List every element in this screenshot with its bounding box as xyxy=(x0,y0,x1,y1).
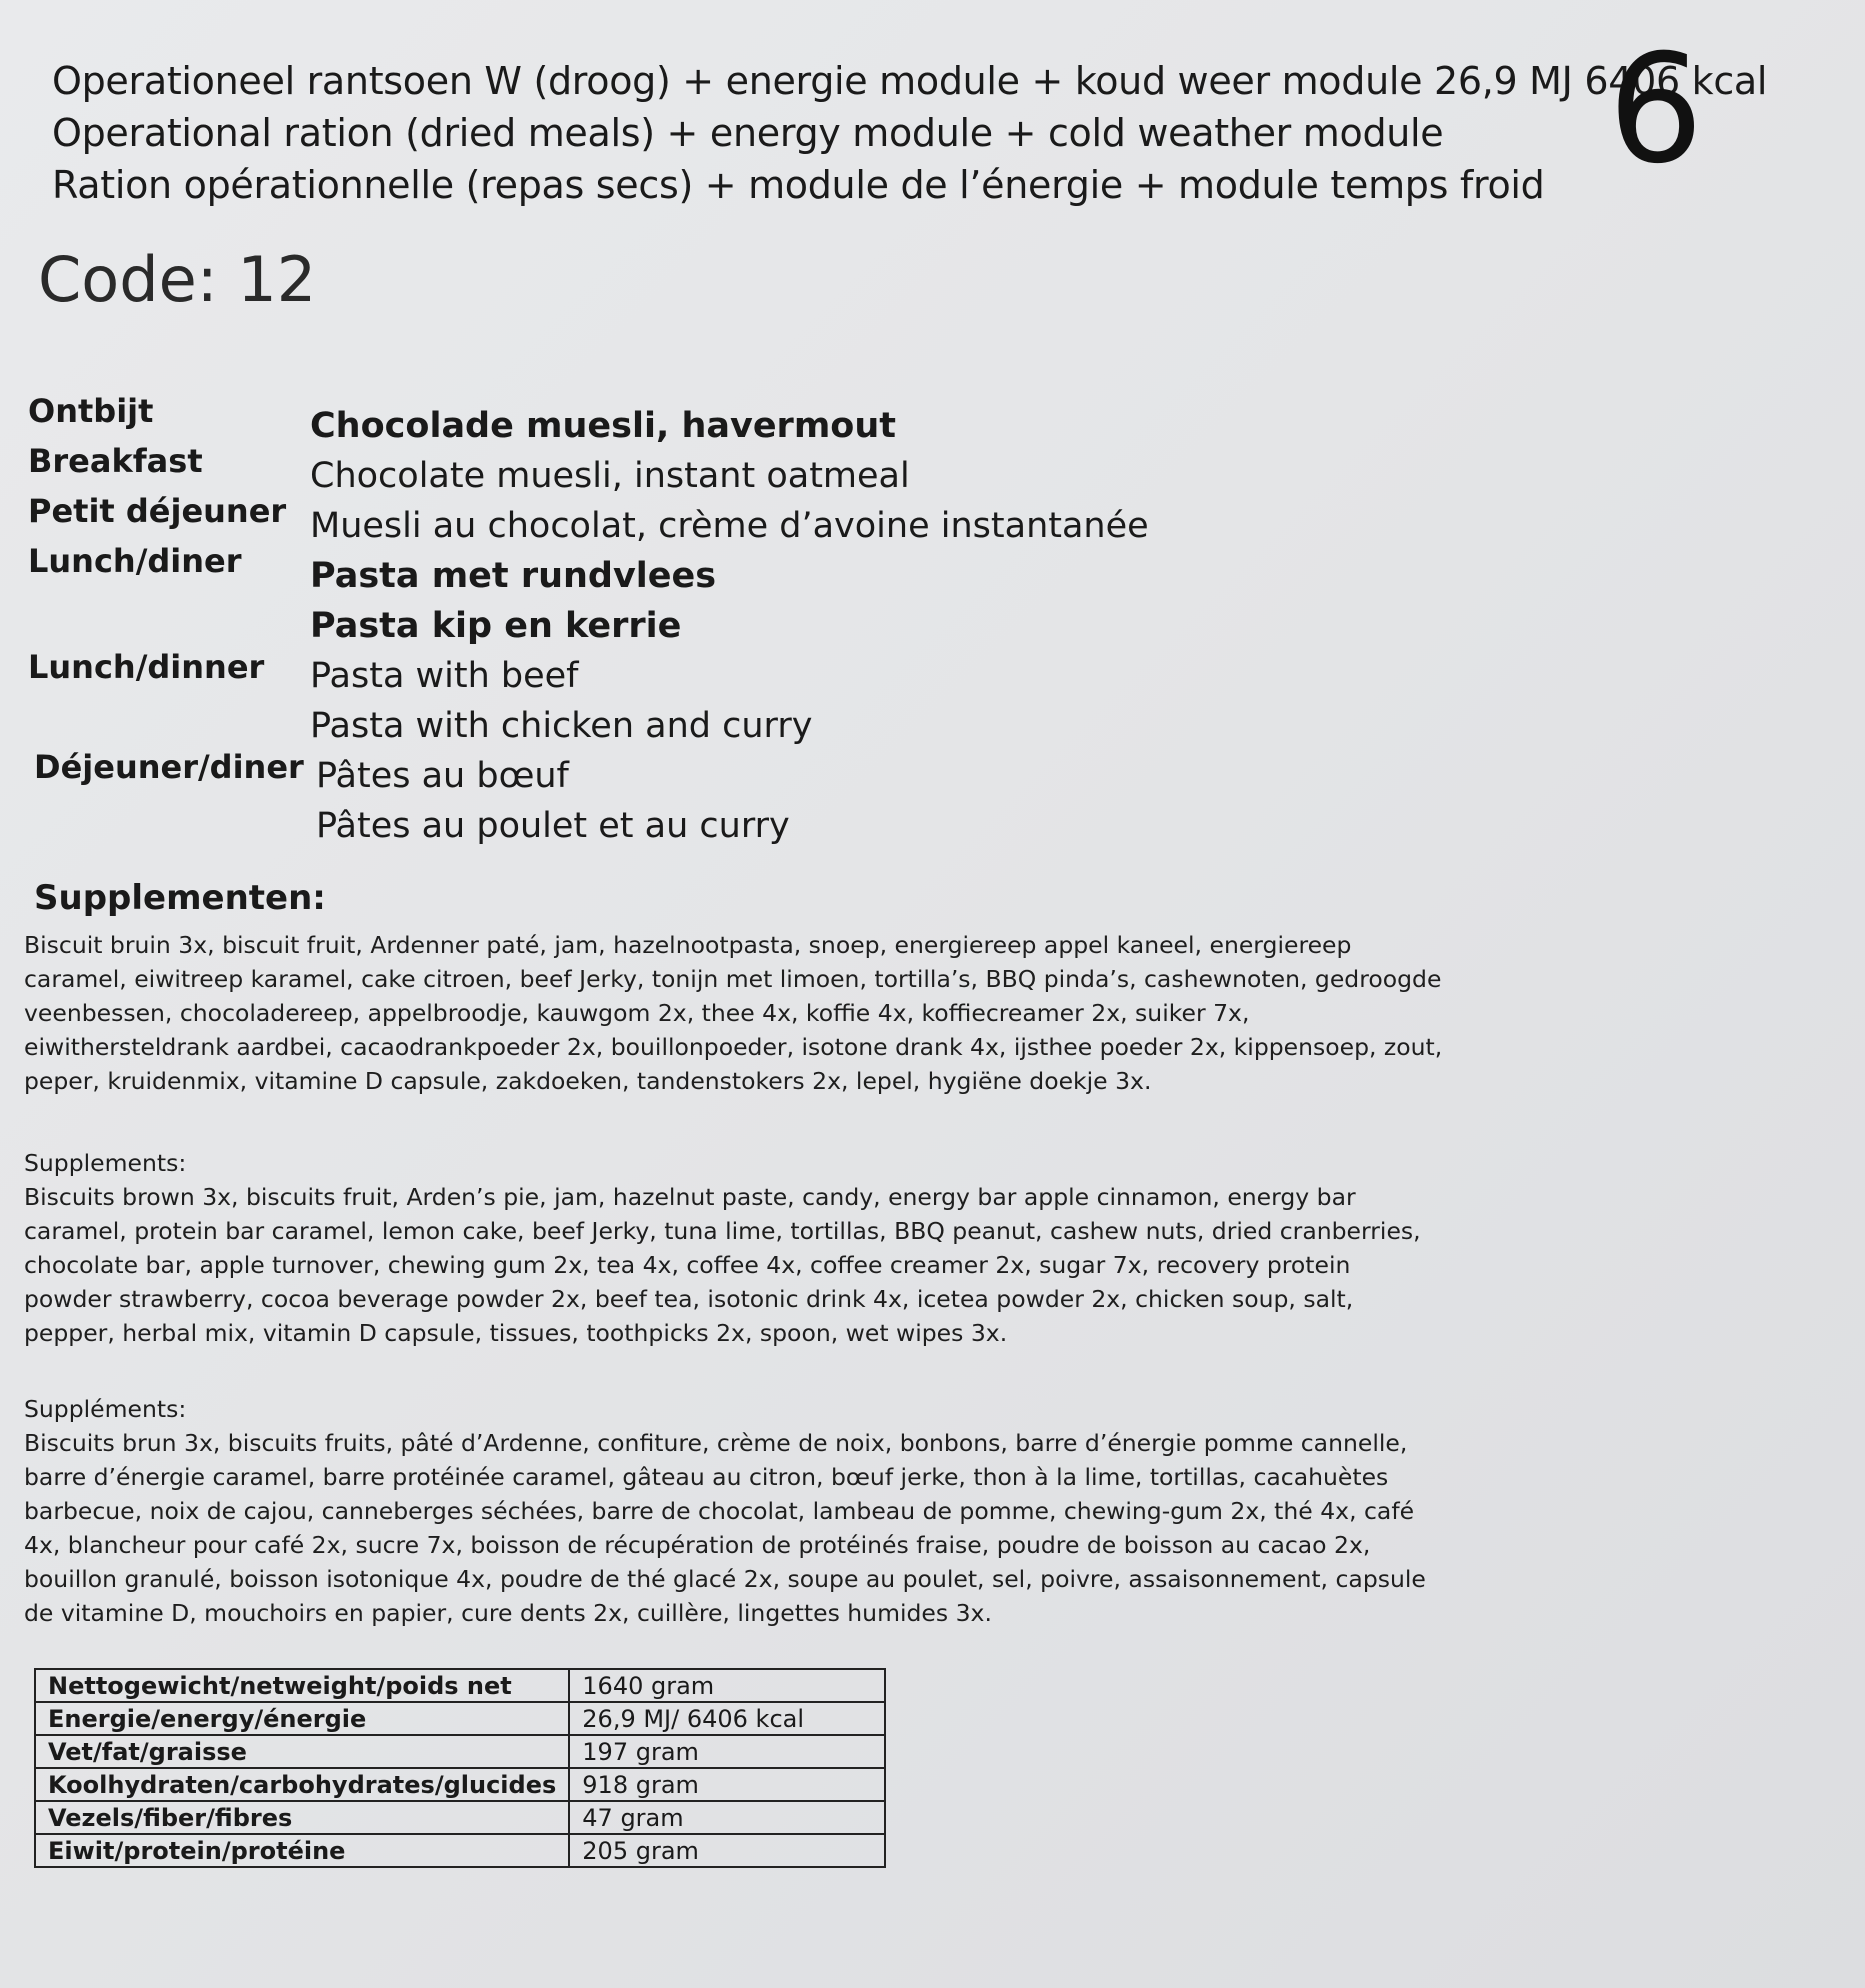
nutrition-value: 1640 gram xyxy=(569,1669,885,1702)
supplements-title-fr: Suppléments: xyxy=(24,1395,187,1423)
nutrition-value: 197 gram xyxy=(569,1735,885,1768)
lunch-fr-1: Pâtes au bœuf xyxy=(316,756,569,796)
table-row xyxy=(35,1768,885,1801)
header xyxy=(52,55,1768,211)
label-breakfast: Breakfast xyxy=(28,442,203,480)
table-row xyxy=(35,1801,885,1834)
supplements-text-en: Biscuits brown 3x, biscuits fruit, Arden’s pie, jam, hazelnut paste, candy, energy bar apple cinnamon, energy bar caramel, protein bar caramel, lemon cake, beef Jerky, tuna lime, tortillas, BBQ peanut, cashew nuts, dried cranberries, chocolate bar, apple turnover, chewing gum 2x, tea 4x, coffee 4x, coffee creamer 2x, sugar 7x, recovery protein powder strawberry, cocoa beverage powder 2x, beef tea, isotonic drink 4x, icetea powder 2x, chicken soup, salt, pepper, herbal mix, vitamin D capsule, tissues, toothpicks 2x, spoon, wet wipes 3x. xyxy=(24,1183,1421,1347)
nutrition-value: 205 gram xyxy=(569,1834,885,1867)
table-row xyxy=(35,1735,885,1768)
lunch-nl-2: Pasta kip en kerrie xyxy=(310,606,682,646)
lunch-nl-1: Pasta met rundvlees xyxy=(310,556,717,596)
nutrition-value: 918 gram xyxy=(569,1768,885,1801)
lunch-en-1: Pasta with beef xyxy=(310,656,579,696)
supplements-en xyxy=(24,1146,1444,1350)
title-dutch: Operationeel rantsoen W (droog) + energie module + koud weer module 26,9 MJ 6406 kcal xyxy=(52,59,1768,103)
lunch-en-2: Pasta with chicken and curry xyxy=(310,706,813,746)
nutrition-label: Nettogewicht/netweight/poids net xyxy=(35,1669,569,1702)
table-row xyxy=(35,1669,885,1702)
title-english: Operational ration (dried meals) + energy module + cold weather module xyxy=(52,111,1444,155)
lunch-fr-2: Pâtes au poulet et au curry xyxy=(316,806,790,846)
label-dejeuner-diner: Déjeuner/diner xyxy=(34,748,304,786)
label-lunch-dinner: Lunch/dinner xyxy=(28,648,265,686)
nutrition-value: 26,9 MJ/ 6406 kcal xyxy=(569,1702,885,1735)
label-petit-dejeuner: Petit déjeuner xyxy=(28,492,287,530)
menu-number: 6 xyxy=(1608,23,1704,197)
supplements-text-fr: Biscuits brun 3x, biscuits fruits, pâté d’Ardenne, confiture, crème de noix, bonbons, barre d’énergie pomme cannelle, barre d’énergie caramel, barre protéinée caramel, gâteau au citron, bœuf jerke, thon à la lime, tortillas, cacahuètes barbecue, noix de cajou, canneberges séchées, barre de chocolat, lambeau de pomme, chewing-gum 2x, thé 4x, café 4x, blancheur pour café 2x, sucre 7x, boisson de récupération de protéinés fraise, poudre de boisson au cacao 2x, bouillon granulé, boisson isotonique 4x, poudre de thé glacé 2x, soupe au poulet, sel, poivre, assaisonnement, capsule de vitamine D, mouchoirs en papier, cure dents 2x, cuillère, lingettes humides 3x. xyxy=(24,1429,1426,1627)
table-row xyxy=(35,1702,885,1735)
nutrition-label: Eiwit/protein/protéine xyxy=(35,1834,569,1867)
nutrition-label: Koolhydraten/carbohydrates/glucides xyxy=(35,1768,569,1801)
label-ontbijt: Ontbijt xyxy=(28,392,154,430)
breakfast-nl: Chocolade muesli, havermout xyxy=(310,406,896,446)
nutrition-table xyxy=(34,1668,886,1868)
label-lunch-diner: Lunch/diner xyxy=(28,542,242,580)
nutrition-label: Energie/energy/énergie xyxy=(35,1702,569,1735)
nutrition-label: Vet/fat/graisse xyxy=(35,1735,569,1768)
supplements-title-en: Supplements: xyxy=(24,1149,187,1177)
supplements-title-nl: Supplementen: xyxy=(34,878,326,918)
table-row xyxy=(35,1834,885,1867)
breakfast-en: Chocolate muesli, instant oatmeal xyxy=(310,456,910,496)
breakfast-fr: Muesli au chocolat, crème d’avoine instantanée xyxy=(310,506,1149,546)
title-french: Ration opérationnelle (repas secs) + module de l’énergie + module temps froid xyxy=(52,163,1545,207)
supplements-text-nl: Biscuit bruin 3x, biscuit fruit, Ardenner paté, jam, hazelnootpasta, snoep, energiereep appel kaneel, energiereep caramel, eiwitreep karamel, cake citroen, beef Jerky, tonijn met limoen, tortilla’s, BBQ pinda’s, cashewnoten, gedroogde veenbessen, chocoladereep, appelbroodje, kauwgom 2x, thee 4x, koffie 4x, koffiecreamer 2x, suiker 7x, eiwithersteldrank aardbei, cacaodrankpoeder 2x, bouillonpoeder, isotone drank 4x, ijsthee poeder 2x, kippensoep, zout, peper, kruidenmix, vitamine D capsule, zakdoeken, tandenstokers 2x, lepel, hygiëne doekje 3x. xyxy=(24,931,1443,1095)
ration-code: Code: 12 xyxy=(38,243,317,316)
supplements-fr xyxy=(24,1392,1444,1630)
nutrition-label: Vezels/fiber/fibres xyxy=(35,1801,569,1834)
nutrition-value: 47 gram xyxy=(569,1801,885,1834)
